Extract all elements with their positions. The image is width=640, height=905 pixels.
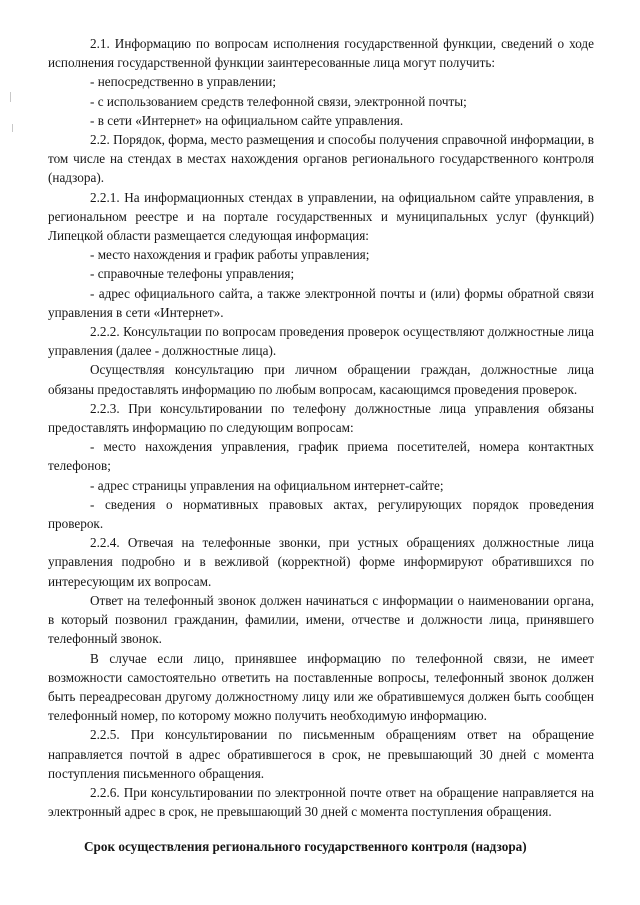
paragraph-consultation: Осуществляя консультацию при личном обращении граждан, должностные лица обязаны предоставлять информацию по любым вопросам, касающимся проведения проверок. <box>48 362 594 397</box>
list-item: - адрес официального сайта, а также электронной почты и (или) формы обратной связи управления в сети «Интернет». <box>48 285 594 320</box>
paragraph-2-1: 2.1. Информацию по вопросам исполнения государственной функции, сведений о ходе исполнения государственной функции заинтересованные лица могут получить: <box>48 36 594 71</box>
paragraph-2-2: 2.2. Порядок, форма, место размещения и способы получения справочной информации, в том числе на стендах в местах нахождения органов регионального государственного контроля (надзора). <box>48 132 594 186</box>
paragraph-phone-answer: Ответ на телефонный звонок должен начинаться с информации о наименовании органа, в который позвонил гражданин, фамилии, имени, отчестве и должности лица, принявшего телефонный звонок. <box>48 592 594 647</box>
paragraph-2-2-4: 2.2.4. Отвечая на телефонные звонки, при устных обращениях должностные лица управления подробно и в вежливой (корректной) форме информируют обратившихся по интересующим их вопросам. <box>48 535 594 589</box>
paragraph-2-2-1: 2.2.1. На информационных стендах в управлении, на официальном сайте управления, в региональном реестре и на портале государственных и муниципальных услуг (функций) Липецкой области размещается следующая информация: <box>48 189 594 244</box>
list-item: - в сети «Интернет» на официальном сайте управления. <box>90 112 404 128</box>
paragraph-2-2-2: 2.2.2. Консультации по вопросам проведения проверок осуществляют должностные лица управления (далее - должностные лица). <box>48 324 594 359</box>
paragraph-2-2-6: 2.2.6. При консультировании по электронной почте ответ на обращение направляется на электронный адрес в срок, не превышающий 30 дней с момента поступления обращения. <box>48 784 594 820</box>
list-item: - адрес страницы управления на официальном интернет-сайте; <box>90 477 444 493</box>
list-item: - справочные телефоны управления; <box>90 266 295 282</box>
list-item: - сведения о нормативных правовых актах, регулирующих порядок проведения проверок. <box>48 496 594 532</box>
list-item: - с использованием средств телефонной связи, электронной почты; <box>90 93 467 109</box>
list-item: - место нахождения управления, график приема посетителей, номера контактных телефонов; <box>48 439 594 474</box>
paragraph-2-2-5: 2.2.5. При консультировании по письменным обращениям ответ на обращение направляется почтой в адрес обратившегося в срок, не превышающий 30 дней с момента поступления письменного обращения. <box>48 727 594 781</box>
section-heading: Срок осуществления регионального государственного контроля (надзора) <box>84 839 527 855</box>
paragraph-2-2-3: 2.2.3. При консультировании по телефону должностные лица управления обязаны предоставлять информацию по следующим вопросам: <box>48 400 594 436</box>
paragraph-redirect: В случае если лицо, принявшее информацию по телефонной связи, не имеет возможности самостоятельно ответить на поставленные вопросы, телефонный звонок должен быть переадресован другому должностному лицу или же обратившемуся должен быть сообщен телефонный номер, по которому можно получить необходимую информацию. <box>48 650 594 724</box>
scan-mark <box>10 92 11 102</box>
document-page <box>48 34 594 857</box>
list-item: - непосредственно в управлении; <box>90 74 276 90</box>
scan-mark <box>12 124 13 132</box>
list-item: - место нахождения и график работы управления; <box>90 247 370 263</box>
